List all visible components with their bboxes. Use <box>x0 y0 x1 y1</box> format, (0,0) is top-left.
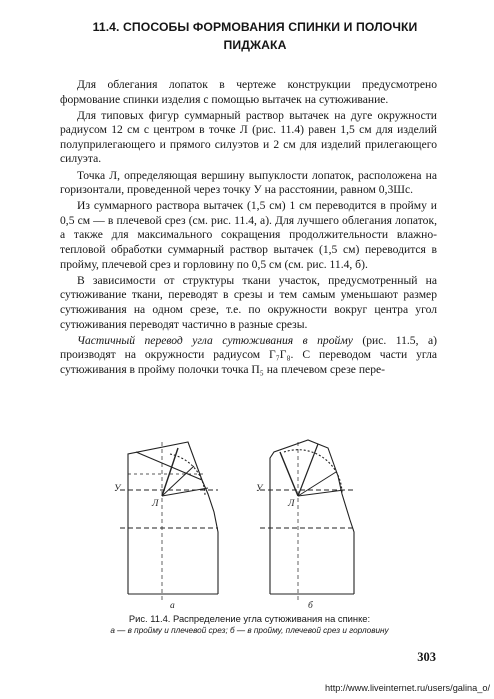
paragraph-1: Для облегания лопаток в чертеже конструкции предусмотрено формование спинки изделия с помощью вытачек на сутюживание. <box>60 78 437 106</box>
caption-subtitle: а — в пройму и плечевой срез; б — в пройму, плечевой срез и горловину <box>110 626 389 635</box>
section-heading <box>70 18 440 54</box>
figure-caption <box>52 612 447 637</box>
pattern-b-outline <box>270 440 354 594</box>
pattern-b-dart-line-1 <box>280 452 298 496</box>
paragraph-6 <box>60 334 437 378</box>
back-pattern-b <box>260 440 354 600</box>
paragraph-6-italic-lead: Частичный перевод угла сутюживания в пройму <box>77 333 353 347</box>
label-l-b: Л <box>288 499 295 509</box>
label-u-b: У <box>256 484 263 494</box>
pattern-b-dart-line-3 <box>298 472 336 496</box>
paragraph-3: Точка Л, определяющая вершину выпуклости лопаток, расположена на горизонтали, проведенной через точку У на расстоянии, равном 0,3Шс. <box>60 168 437 197</box>
section-heading-line-1: 11.4. СПОСОБЫ ФОРМОВАНИЯ СПИНКИ И ПОЛОЧКИ <box>92 20 418 34</box>
label-l-a: Л <box>152 499 159 509</box>
caption-title: Рис. 11.4. Распределение угла сутюживания на спинке: <box>128 613 371 624</box>
pattern-drawings-svg <box>108 432 448 610</box>
paragraph-2: Для типовых фигур суммарный раствор вытачек на дуге окружности радиусом 12 см с центром в точке Л (рис. 11.4) равен 1,5 см для изделий полуприлегающего и прямого силуэтов и 2 см для изделий прилегающего силуэта. <box>60 108 437 166</box>
back-pattern-a <box>120 442 218 600</box>
section-heading-line-2: ПИДЖАКА <box>223 38 287 52</box>
watermark-url: http://www.liveinternet.ru/users/galina_o/ <box>325 683 490 693</box>
pattern-figure <box>108 432 448 610</box>
pattern-b-dart-line-4 <box>298 490 344 496</box>
page-number: 303 <box>417 650 436 664</box>
label-sub-b: б <box>308 601 313 610</box>
body-text <box>60 78 437 379</box>
pattern-b-dart-line-2 <box>298 444 318 496</box>
label-sub-a: а <box>170 601 175 610</box>
label-u-a: У <box>114 484 121 494</box>
paragraph-4: Из суммарного раствора вытачек (1,5 см) 1 см переводится в пройму и 0,5 см — в плечевой срез (см. рис. 11.4, а). Для лучшего облегания лопаток, а также для максимального сокращения продолжительности влажно-тепловой обработки суммарный раствор вытачек (1,5 см) переводится в пройму, плечевой срез и горловину по 0,5 см (см. рис. 11.4, б). <box>60 199 437 271</box>
paragraph-5: В зависимости от структуры ткани участок, предусмотренный на сутюживание ткани, переводят в срезы и тем самым уменьшают размер сутюживания на одном срезе, т.е. по окружности вокруг центра угол сутюживания переводят частично в разные срезы. <box>60 273 437 331</box>
paragraph-6-rest: (рис. 11.5, а) производят на окружности радиусом Г₇Г₈. С переводом части угла сутюживания в пройму полочки точка П₅ на плечевом срезе пере- <box>60 333 437 376</box>
